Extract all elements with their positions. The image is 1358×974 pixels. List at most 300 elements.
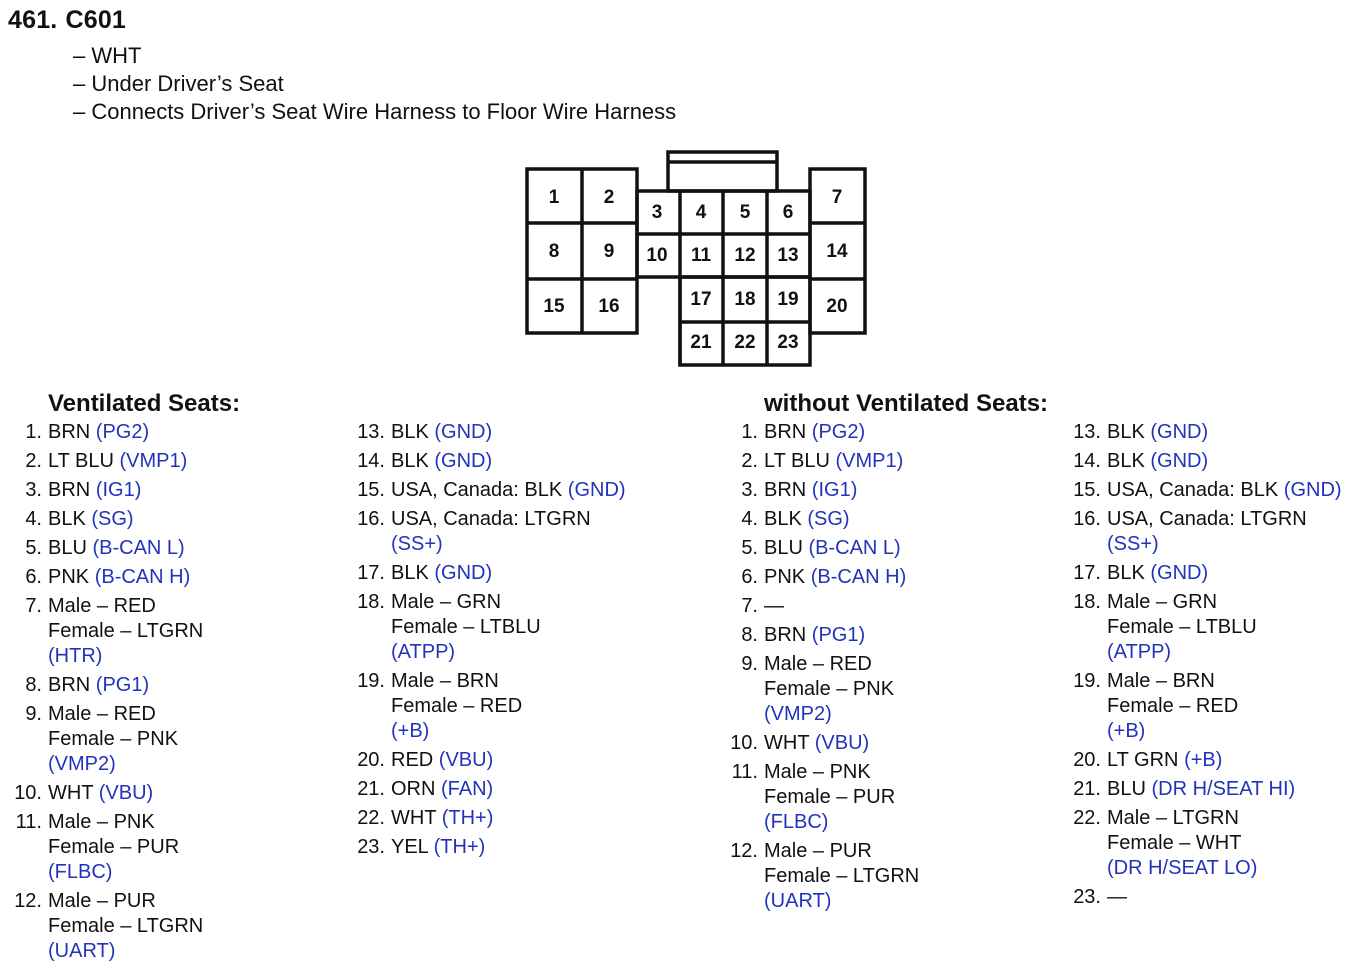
pin-number: 6. — [25, 566, 42, 588]
pin-description — [764, 478, 857, 503]
pin-description-line — [1107, 806, 1257, 831]
pin-description-line — [48, 939, 203, 964]
pin-number: 5. — [25, 537, 42, 559]
pin-description-line — [391, 835, 485, 860]
pin-description — [764, 536, 901, 561]
pin-description-line — [764, 536, 901, 561]
pin-description — [391, 478, 626, 503]
pin-description-line — [391, 507, 591, 532]
pin-number: 23. — [1073, 886, 1101, 908]
signal-name: (FLBC) — [48, 861, 113, 883]
signal-name: (VMP1) — [835, 450, 904, 472]
pin-description — [764, 594, 784, 619]
pin-20-label: 20 — [826, 296, 848, 317]
pin-entry — [347, 590, 626, 665]
pin-entry — [720, 536, 919, 561]
pin-entry — [1063, 449, 1342, 474]
pin-description-line — [391, 694, 522, 719]
signal-name: (IG1) — [95, 479, 142, 501]
pin-description-line — [764, 623, 865, 648]
pin-description-line — [48, 594, 203, 619]
pin-description-line — [1107, 748, 1222, 773]
wire-color: WHT — [48, 782, 99, 804]
wire-color: BLK — [391, 421, 435, 443]
pin-entry — [720, 594, 919, 619]
pin-description-line — [48, 914, 203, 939]
pin-description — [48, 507, 134, 532]
signal-name: (UART) — [764, 890, 832, 912]
pin-entry — [347, 806, 626, 831]
pin-entry — [4, 507, 203, 532]
signal-name: (SS+) — [1107, 533, 1159, 555]
pin-entry — [720, 760, 919, 835]
pin-description-line — [764, 839, 919, 864]
pin-description — [48, 565, 190, 590]
wire-color: Female – PNK — [764, 678, 895, 700]
pin-number: 18. — [357, 591, 385, 613]
pin-number: 15. — [1073, 479, 1101, 501]
pin-description — [48, 536, 185, 561]
pin-number: 5. — [741, 537, 758, 559]
pin-entry — [347, 561, 626, 586]
signal-name: (GND) — [1150, 450, 1209, 472]
pin-entry — [720, 839, 919, 914]
signal-name: (SG) — [91, 508, 134, 530]
pin-entry — [4, 594, 203, 669]
signal-name: (B-CAN H) — [810, 566, 907, 588]
pin-description — [48, 594, 203, 669]
pin-description — [391, 835, 485, 860]
pin-description — [48, 449, 187, 474]
pin-description — [1107, 507, 1307, 557]
pin-description — [48, 478, 141, 503]
pin-entry — [720, 420, 919, 445]
pin-7-label: 7 — [831, 187, 843, 208]
pin-description-line — [764, 594, 784, 619]
pin-description-line — [764, 760, 895, 785]
pin-description-line — [764, 507, 850, 532]
pin-17-label: 17 — [690, 289, 712, 310]
pin-list-column — [347, 420, 626, 864]
pin-description-line — [48, 781, 153, 806]
pin-description-line — [1107, 669, 1238, 694]
pin-description — [764, 731, 869, 756]
pin-2-label: 2 — [603, 187, 615, 208]
signal-name: (B-CAN H) — [94, 566, 191, 588]
pin-number: 19. — [357, 670, 385, 692]
wire-color: — — [764, 595, 784, 617]
pin-9-label: 9 — [603, 241, 615, 262]
signal-name: (SG) — [807, 508, 850, 530]
pin-entry — [4, 420, 203, 445]
pin-entry — [4, 565, 203, 590]
signal-name: (GND) — [1283, 479, 1342, 501]
pin-description-line — [1107, 831, 1257, 856]
pin-description — [764, 839, 919, 914]
pin-number: 17. — [357, 562, 385, 584]
wire-color: Female – RED — [1107, 695, 1239, 717]
wire-color: Male – PNK — [48, 811, 155, 833]
pin-description — [1107, 590, 1257, 665]
pin-description-line — [764, 449, 903, 474]
pin-number: 21. — [357, 778, 385, 800]
wire-color: Male – RED — [48, 595, 156, 617]
pin-description — [391, 561, 492, 586]
connector-color: – WHT — [73, 42, 676, 70]
pin-description-line — [391, 748, 493, 773]
signal-name: (GND) — [1150, 421, 1209, 443]
pin-entry — [1063, 561, 1342, 586]
pin-description — [1107, 806, 1257, 881]
pin-number: 1. — [25, 421, 42, 443]
wire-color: Female – LTBLU — [1107, 616, 1257, 638]
wire-color: Female – LTGRN — [48, 915, 204, 937]
signal-name: (PG2) — [811, 421, 866, 443]
connector-name: C601 — [65, 6, 127, 34]
signal-name: (HTR) — [48, 645, 103, 667]
pin-description-line — [764, 785, 895, 810]
pin-entry — [4, 478, 203, 503]
pin-number: 12. — [14, 890, 42, 912]
signal-name: (+B) — [1107, 720, 1146, 742]
pin-entry — [347, 478, 626, 503]
pin-description-line — [764, 478, 857, 503]
pin-description-line — [391, 806, 493, 831]
pin-description — [48, 673, 149, 698]
pin-description-line — [391, 640, 541, 665]
wire-color: WHT — [391, 807, 442, 829]
signal-name: (DR H/SEAT HI) — [1151, 778, 1296, 800]
pin-entry — [1063, 777, 1342, 802]
pin-description — [391, 420, 492, 445]
signal-name: (VMP1) — [119, 450, 188, 472]
wire-color: Female – PUR — [48, 836, 180, 858]
pin-entry — [4, 702, 203, 777]
connector-number: 461. — [8, 6, 58, 34]
pin-12-label: 12 — [734, 245, 756, 266]
pin-description — [1107, 420, 1208, 445]
pin-description — [48, 889, 203, 964]
pin-description-line — [48, 420, 149, 445]
pin-16-label: 16 — [598, 296, 620, 317]
pin-22-label: 22 — [734, 332, 756, 353]
pin-description-line — [764, 731, 869, 756]
wire-color: LT GRN — [1107, 749, 1185, 771]
wire-color: USA, Canada: LTGRN — [391, 508, 591, 530]
pin-number: 8. — [741, 624, 758, 646]
pin-number: 14. — [1073, 450, 1101, 472]
wire-color: Female – LTBLU — [391, 616, 541, 638]
pin-entry — [4, 536, 203, 561]
wire-color: BLU — [764, 537, 809, 559]
signal-name: (GND) — [434, 450, 493, 472]
pin-number: 2. — [741, 450, 758, 472]
pin-description-line — [1107, 615, 1257, 640]
pin-entry — [720, 652, 919, 727]
page-title — [8, 6, 126, 35]
signal-name: (+B) — [1184, 749, 1223, 771]
pin-description — [1107, 777, 1295, 802]
pin-description-line — [391, 669, 522, 694]
wire-color: BLK — [1107, 562, 1151, 584]
wire-color: Male – GRN — [1107, 591, 1218, 613]
pin-description — [391, 449, 492, 474]
pin-description-line — [48, 565, 190, 590]
pin-entry — [347, 420, 626, 445]
wire-color: WHT — [764, 732, 815, 754]
wire-color: Male – PUR — [764, 840, 872, 862]
pin-description — [764, 449, 903, 474]
pin-entry — [4, 781, 203, 806]
signal-name: (FAN) — [441, 778, 494, 800]
pin-description — [764, 760, 895, 835]
pin-number: 20. — [357, 749, 385, 771]
pin-description-line — [48, 702, 178, 727]
pin-description-line — [1107, 532, 1307, 557]
signal-name: (TH+) — [433, 836, 486, 858]
signal-name: (PG2) — [95, 421, 150, 443]
pin-number: 20. — [1073, 749, 1101, 771]
wire-color: Male – RED — [764, 653, 872, 675]
pin-number: 7. — [741, 595, 758, 617]
pin-6-label: 6 — [782, 202, 794, 223]
pin-description-line — [391, 590, 541, 615]
pin-number: 21. — [1073, 778, 1101, 800]
pin-description-line — [1107, 507, 1307, 532]
pin-number: 8. — [25, 674, 42, 696]
pin-description — [391, 590, 541, 665]
pin-description — [1107, 478, 1342, 503]
pin-entry — [1063, 590, 1342, 665]
signal-name: (GND) — [1150, 562, 1209, 584]
pin-entry — [4, 673, 203, 698]
pin-number: 11. — [15, 811, 42, 833]
signal-name: (UART) — [48, 940, 116, 962]
pin-description — [1107, 449, 1208, 474]
pin-8-label: 8 — [548, 241, 560, 262]
connector-description: – Connects Driver’s Seat Wire Harness to Floor Wire Harness — [73, 98, 676, 126]
pin-number: 14. — [357, 450, 385, 472]
wire-color: BRN — [48, 674, 96, 696]
wire-color: USA, Canada: BLK — [1107, 479, 1284, 501]
pin-entry — [720, 507, 919, 532]
pin-19-label: 19 — [777, 289, 799, 310]
pin-description — [391, 507, 591, 557]
signal-name: (DR H/SEAT LO) — [1107, 857, 1258, 879]
section-heading-without-ventilated: without Ventilated Seats: — [764, 390, 1049, 417]
pin-description-line — [48, 644, 203, 669]
pin-number: 1. — [741, 421, 758, 443]
pin-description — [48, 420, 149, 445]
pin-description-line — [1107, 449, 1208, 474]
wire-color: Male – RED — [48, 703, 156, 725]
pin-description-line — [764, 889, 919, 914]
pin-14-label: 14 — [826, 241, 848, 262]
pin-description — [48, 810, 179, 885]
wire-color: BLK — [48, 508, 92, 530]
pin-description — [48, 781, 153, 806]
pin-description-line — [1107, 478, 1342, 503]
pin-description-line — [1107, 856, 1257, 881]
pin-description-line — [764, 420, 865, 445]
pin-number: 7. — [25, 595, 42, 617]
signal-name: (FLBC) — [764, 811, 829, 833]
wire-color: BRN — [48, 479, 96, 501]
pin-description — [1107, 561, 1208, 586]
pin-entry — [1063, 885, 1342, 910]
pin-description — [391, 806, 493, 831]
wire-color: USA, Canada: LTGRN — [1107, 508, 1307, 530]
pin-description — [1107, 748, 1222, 773]
pin-description — [1107, 669, 1238, 744]
pin-entry — [4, 449, 203, 474]
pin-description-line — [48, 478, 141, 503]
connector-face-diagram — [525, 150, 870, 370]
pin-description-line — [48, 619, 203, 644]
pin-10-label: 10 — [646, 245, 668, 266]
signal-name: (GND) — [434, 562, 493, 584]
pin-description-line — [391, 777, 493, 802]
pin-entry — [1063, 806, 1342, 881]
pin-number: 17. — [1073, 562, 1101, 584]
pin-number: 9. — [25, 703, 42, 725]
pin-number: 15. — [357, 479, 385, 501]
wire-color: BLU — [1107, 778, 1152, 800]
pin-description-line — [391, 561, 492, 586]
signal-name: (GND) — [434, 421, 493, 443]
wire-color: Male – LTGRN — [1107, 807, 1239, 829]
pin-description — [1107, 885, 1127, 910]
pin-entry — [4, 810, 203, 885]
pin-number: 18. — [1073, 591, 1101, 613]
pin-description — [764, 565, 906, 590]
pin-description-line — [48, 889, 203, 914]
pin-number: 13. — [357, 421, 385, 443]
wire-color: — — [1107, 886, 1127, 908]
pin-description-line — [48, 860, 179, 885]
pin-description-line — [48, 536, 185, 561]
pin-11-label: 11 — [690, 245, 712, 266]
pin-description-line — [391, 420, 492, 445]
pin-list-column — [720, 420, 919, 918]
pin-number: 4. — [25, 508, 42, 530]
pin-description-line — [391, 615, 541, 640]
wire-color: Male – BRN — [1107, 670, 1215, 692]
signal-name: (SS+) — [391, 533, 443, 555]
wire-color: BLK — [391, 562, 435, 584]
wire-color: BLK — [1107, 450, 1151, 472]
pin-description — [764, 507, 850, 532]
pin-description — [391, 777, 493, 802]
pin-description-line — [1107, 719, 1238, 744]
pin-3-label: 3 — [651, 202, 663, 223]
wire-color: Female – LTGRN — [48, 620, 204, 642]
pin-description-line — [764, 565, 906, 590]
pin-number: 10. — [14, 782, 42, 804]
wire-color: BLK — [1107, 421, 1151, 443]
pin-description-line — [48, 507, 134, 532]
signal-name: (ATPP) — [1107, 641, 1172, 663]
pin-description-line — [1107, 420, 1208, 445]
pin-entry — [347, 507, 626, 557]
signal-name: (PG1) — [811, 624, 866, 646]
pin-entry — [347, 449, 626, 474]
pin-description-line — [391, 449, 492, 474]
pin-description-line — [48, 673, 149, 698]
pin-description — [391, 748, 493, 773]
pin-description-line — [1107, 777, 1295, 802]
pin-description-line — [1107, 590, 1257, 615]
pin-entry — [1063, 748, 1342, 773]
wire-color: Male – PNK — [764, 761, 871, 783]
pin-number: 6. — [741, 566, 758, 588]
signal-name: (VBU) — [98, 782, 154, 804]
pin-entry — [347, 669, 626, 744]
signal-name: (B-CAN L) — [808, 537, 901, 559]
pin-description-line — [48, 449, 187, 474]
pin-description-line — [1107, 640, 1257, 665]
wire-color: Female – WHT — [1107, 832, 1242, 854]
signal-name: (PG1) — [95, 674, 150, 696]
signal-name: (B-CAN L) — [92, 537, 185, 559]
pin-list-column — [1063, 420, 1342, 914]
pin-4-label: 4 — [695, 202, 707, 223]
pin-description-line — [764, 810, 895, 835]
wire-color: ORN — [391, 778, 441, 800]
pin-entry — [347, 835, 626, 860]
pin-description — [764, 623, 865, 648]
wire-color: USA, Canada: BLK — [391, 479, 568, 501]
wire-color: Female – PUR — [764, 786, 896, 808]
pin-1-label: 1 — [548, 187, 560, 208]
pin-number: 3. — [741, 479, 758, 501]
pin-number: 4. — [741, 508, 758, 530]
signal-name: (VMP2) — [48, 753, 116, 775]
pin-entry — [4, 889, 203, 964]
pin-description-line — [48, 810, 179, 835]
signal-name: (VBU) — [814, 732, 870, 754]
pin-description-line — [764, 652, 894, 677]
wire-color: BLK — [391, 450, 435, 472]
pin-entry — [1063, 420, 1342, 445]
signal-name: (TH+) — [441, 807, 494, 829]
wire-color: BRN — [764, 421, 812, 443]
pin-description-line — [1107, 561, 1208, 586]
connector-location: – Under Driver’s Seat — [73, 70, 676, 98]
signal-name: (VBU) — [438, 749, 494, 771]
pin-description-line — [391, 532, 591, 557]
pin-description-line — [1107, 694, 1238, 719]
wire-color: Female – RED — [391, 695, 523, 717]
wire-color: LT BLU — [764, 450, 836, 472]
pin-number: 2. — [25, 450, 42, 472]
pin-23-label: 23 — [777, 332, 799, 353]
wire-color: BRN — [48, 421, 96, 443]
pin-entry — [1063, 669, 1342, 744]
pin-description-line — [48, 752, 178, 777]
pin-description-line — [764, 702, 894, 727]
wire-color: YEL — [391, 836, 434, 858]
wire-color: RED — [391, 749, 439, 771]
pin-number: 22. — [1073, 807, 1101, 829]
pin-entry — [720, 478, 919, 503]
wire-color: Male – BRN — [391, 670, 499, 692]
pin-number: 9. — [741, 653, 758, 675]
pin-number: 23. — [357, 836, 385, 858]
pin-description-line — [1107, 885, 1127, 910]
pin-entry — [347, 748, 626, 773]
pin-entry — [347, 777, 626, 802]
